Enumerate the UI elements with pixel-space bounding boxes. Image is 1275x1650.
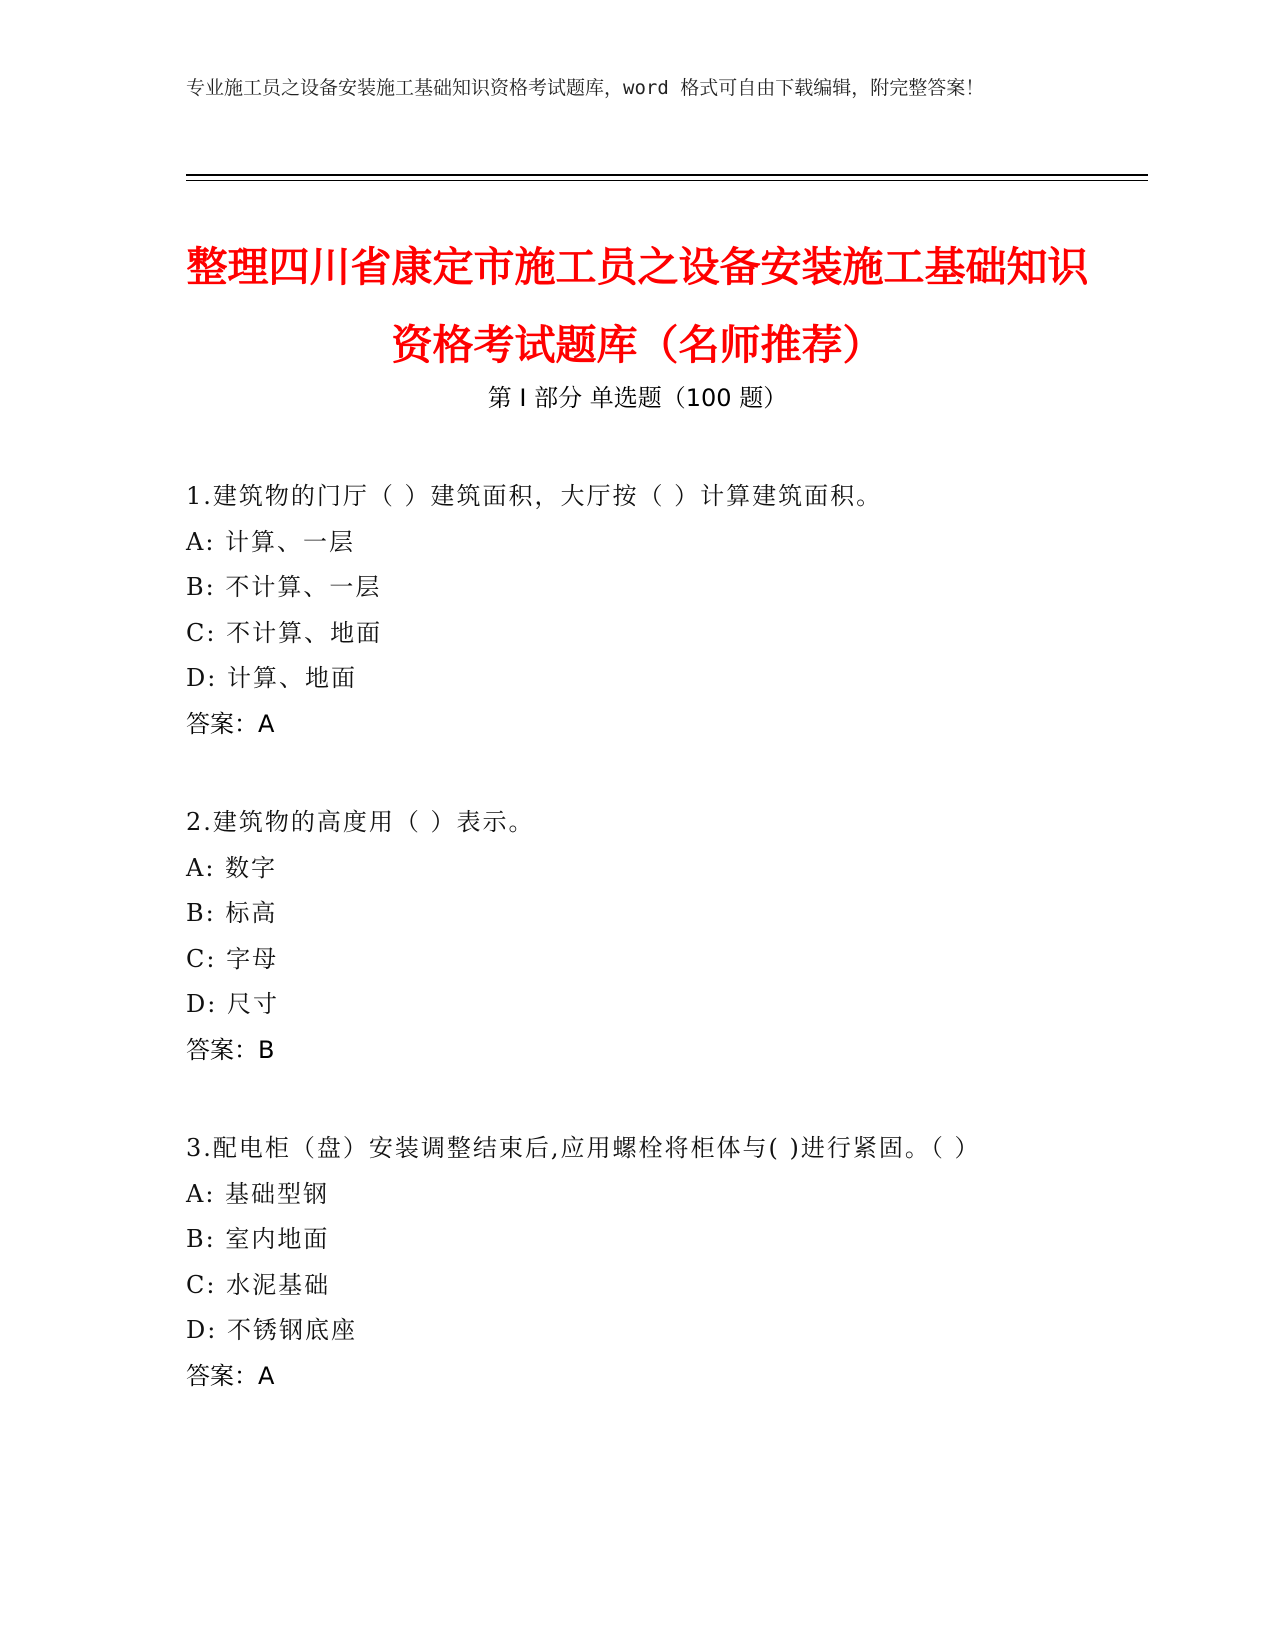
option-c: C: 不计算、地面 [186,618,383,647]
option-c: C: 字母 [186,944,279,973]
option-b: B: 室内地面 [186,1225,330,1253]
question-stem: 2.建筑物的高度用（ ）表示。 [186,808,535,836]
question-2 [186,800,1096,1073]
header-divider-thick [186,174,1148,176]
answer: 答案：A [186,709,275,738]
option-d: D: 计算、地面 [186,664,357,692]
option-a: A: 计算、一层 [186,527,356,556]
answer: 答案：A [186,1361,275,1390]
answer: 答案：B [186,1035,275,1064]
question-stem: 1.建筑物的门厅（ ）建筑面积，大厅按（ ）计算建筑面积。 [186,482,883,510]
document-title: 整理四川省康定市施工员之设备安装施工基础知识资格考试题库（名师推荐） [186,243,1089,369]
option-a: A: 基础型钢 [186,1179,330,1208]
question-1 [186,474,1096,747]
question-3 [186,1126,1096,1399]
section-title: 第 I 部分 单选题（100 题） [487,384,788,412]
question-list [186,474,1096,1452]
header-note: 专业施工员之设备安装施工基础知识资格考试题库，word 格式可自由下载编辑，附完整答案！ [186,77,985,99]
option-d: D: 不锈钢底座 [186,1316,357,1344]
question-stem: 3.配电柜（盘）安装调整结束后,应用螺栓将柜体与( )进行紧固。（ ） [186,1134,981,1162]
option-b: B: 不计算、一层 [186,573,382,601]
option-d: D: 尺寸 [186,990,279,1018]
option-c: C: 水泥基础 [186,1270,331,1299]
header-divider-thin [186,180,1148,181]
option-b: B: 标高 [186,899,278,927]
option-a: A: 数字 [186,853,278,882]
